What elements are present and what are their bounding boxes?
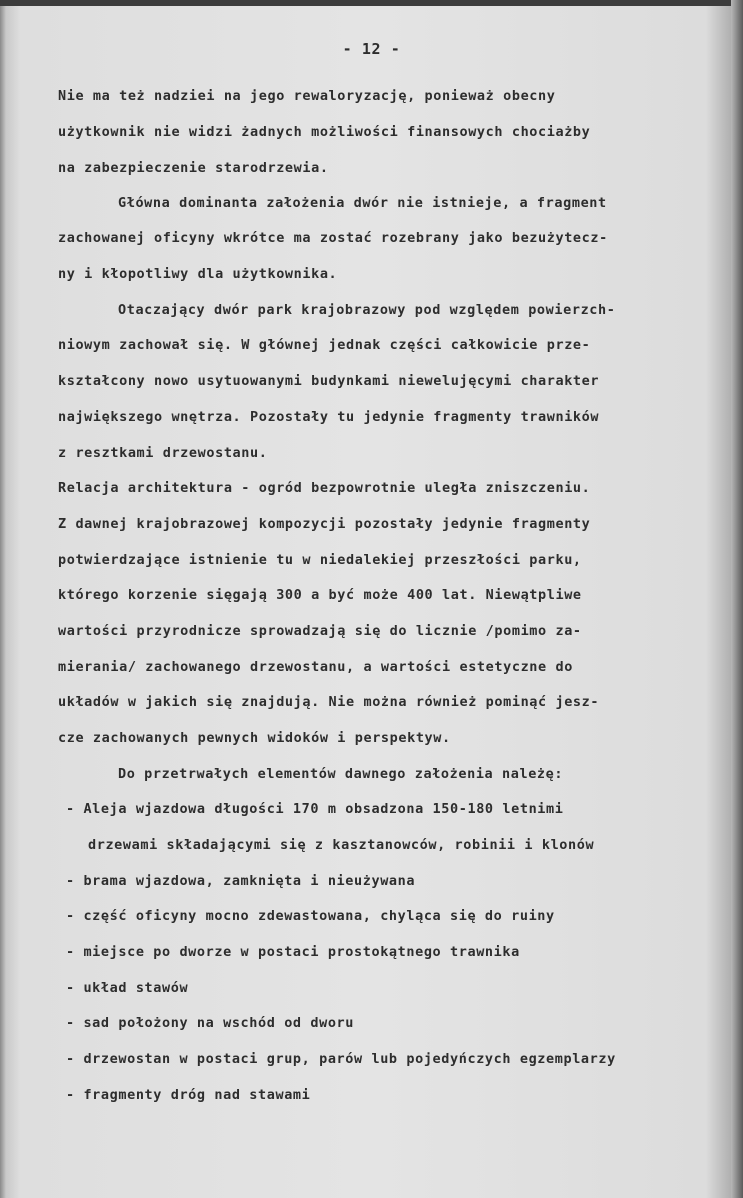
list-item: - Aleja wjazdowa długości 170 m obsadzona 150-180 letnimi [66, 801, 564, 817]
text-line: niowym zachował się. W głównej jednak części całkowicie prze- [58, 337, 591, 353]
text-line: którego korzenie sięgają 300 a być może 400 lat. Niewątpliwe [58, 587, 582, 603]
list-item: - brama wjazdowa, zamknięta i nieużywana [66, 873, 416, 889]
text-line: wartości przyrodnicze sprowadzają się do licznie /pomimo za- [58, 623, 582, 639]
text-line: użytkownik nie widzi żadnych możliwości finansowych chociażby [58, 124, 591, 140]
text-line: cze zachowanych pewnych widoków i perspektyw. [58, 730, 451, 746]
text-line: z resztkami drzewostanu. [58, 445, 268, 461]
list-item: - układ stawów [66, 980, 189, 996]
text-line: Otaczający dwór park krajobrazowy pod względem powierzch- [118, 302, 616, 318]
text-line: na zabezpieczenie starodrzewia. [58, 160, 329, 176]
text-line: największego wnętrza. Pozostały tu jedynie fragmenty trawników [58, 409, 600, 425]
text-line: potwierdzające istnienie tu w niedalekiej przeszłości parku, [58, 552, 582, 568]
list-item: - sad położony na wschód od dworu [66, 1015, 355, 1031]
text-line: Nie ma też nadziei na jego rewaloryzację, ponieważ obecny [58, 88, 556, 104]
text-line: mierania/ zachowanego drzewostanu, a wartości estetyczne do [58, 659, 573, 675]
page-number: - 12 - [342, 40, 401, 58]
text-line: Do przetrwałych elementów dawnego założenia należę: [118, 766, 564, 782]
text-line: Z dawnej krajobrazowej kompozycji pozostały jedynie fragmenty [58, 516, 591, 532]
list-item: - fragmenty dróg nad stawami [66, 1087, 311, 1103]
list-item-continuation: drzewami składającymi się z kasztanowców, robinii i klonów [88, 837, 595, 853]
text-line: Główna dominanta założenia dwór nie istnieje, a fragment [118, 195, 607, 211]
text-line: kształcony nowo usytuowanymi budynkami niewelujęcymi charakter [58, 373, 600, 389]
text-line: układów w jakich się znajdują. Nie można również pominąć jesz- [58, 694, 600, 710]
list-item: - miejsce po dworze w postaci prostokątnego trawnika [66, 944, 520, 960]
text-line: ny i kłopotliwy dla użytkownika. [58, 266, 338, 282]
list-item: - część oficyny mocno zdewastowana, chyląca się do ruiny [66, 908, 555, 924]
text-line: Relacja architektura - ogród bezpowrotnie uległa zniszczeniu. [58, 480, 591, 496]
text-line: zachowanej oficyny wkrótce ma zostać rozebrany jako bezużytecz- [58, 230, 608, 246]
list-item: - drzewostan w postaci grup, parów lub pojedyńczych egzemplarzy [66, 1051, 616, 1067]
